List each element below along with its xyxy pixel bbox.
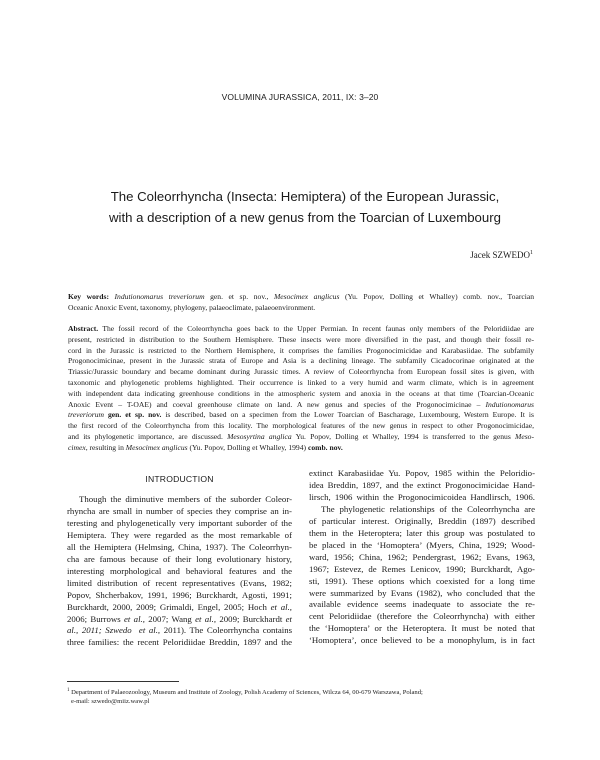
body-italic: et al. — [195, 613, 214, 624]
abstract-line: cord in the Jurassic is restricted to the Northern Hemisphere, it comprises the families Progonocimicidae and Karabasiidae. The subfamily — [68, 345, 534, 355]
footnote-divider — [67, 681, 179, 682]
body-line: were summarized by Evans (1982), who concluded that the — [309, 587, 535, 598]
keywords-line-2: Oceanic Anoxic Event, taxonomy, phylogeny, palaeoclimate, palaeoenvironment. — [68, 302, 316, 312]
body-italic: et al. — [138, 625, 158, 636]
body-line: extinct Karabasiidae Yu. Popov, 1985 within the Peloridio- — [309, 468, 535, 478]
abstract-line: the first record of the Coleorrhyncha from this locality. The morphological features of the new genus in respect to other Progonocimicidae, — [68, 421, 534, 431]
body-line: Burckhardt, 2000, 2009; Grimaldi, Engel, 2005; Hoch et al., — [67, 601, 292, 612]
abstract-text: Yu. Popov, Dolling et Whalley, 1994 is transferred to the genus — [291, 431, 516, 441]
body-text: 2006; Burrows — [67, 613, 124, 624]
keyword-taxon-1: Indutionomarus treveriorum — [114, 292, 205, 301]
body-line: Though the diminutive members of the suborder Coleor- — [79, 494, 292, 504]
abstract-line — [68, 324, 534, 335]
footnote-mark: 1 — [67, 688, 70, 693]
body-line: The phylogenetic relationships of the Coleorrhyncha are — [321, 503, 535, 514]
article-title — [60, 186, 550, 228]
body-line: ward, 1956; China, 1962; Pendergrast, 1962; Evans, 1963, — [309, 551, 535, 562]
abstract-line: present, restricted in distribution to the Southern Hemisphere. These insects were more diversified in the past, and though their fossil re- — [68, 334, 534, 344]
abstract-line: with independent data indicating greenhouse conditions in the atmospheric system and anoxia in the oceans at that time (Toarcian-Oceanic — [68, 388, 534, 398]
footnote-email: e-mail: szwedo@miiz.waw.pl — [71, 698, 150, 706]
body-line: 1967; Estevez, de Remes Lenicov, 1990; Burckhardt, Ago- — [309, 563, 535, 574]
title-line-2: with a description of a new genus from the Toarcian of Luxembourg — [109, 210, 501, 225]
abstract-text: (Yu. Popov, Dolling et Whalley, 1994) — [187, 442, 308, 452]
body-italic: et — [285, 613, 292, 624]
abstract-taxon: Indutionomarus — [485, 399, 534, 409]
abstract-nomenclature: comb. nov. — [307, 442, 343, 452]
body-italic: et al. — [270, 601, 290, 612]
body-line: limited distribution of recent representatives (Evans, 1982; — [67, 577, 292, 588]
body-text: Burckhardt, 2000, 2009; Grimaldi, Engel, 2005; Hoch — [67, 601, 271, 612]
body-line: available evidence seems inadequate to associate the re- — [309, 599, 535, 610]
abstract-line — [68, 432, 534, 443]
abstract-text: and its phylogenetic importance, are discussed. — [68, 431, 228, 441]
abstract-line — [68, 400, 534, 411]
body-line: cent Peloridiidae (therefore the Coleorrhyncha) with either — [309, 611, 535, 622]
body-line: ‘Homoptera’, once believed to be a monophylum, is in fact — [309, 635, 535, 646]
abstract-line: Progonocimicinae, present in the Jurassic strata of Europe and Asia is a declining lineage. The subfamily Cicadocorinae originated at the — [68, 356, 534, 366]
abstract-taxon: cimex — [68, 442, 86, 452]
abstract-label: Abstract. — [68, 324, 99, 333]
body-line: lirsch, 1906 within the Progonocimicoidea Handlirsch, 1906. — [309, 491, 535, 502]
keyword-text-1: gen. et sp. nov., — [204, 292, 274, 301]
body-text: , 2009; Burckhardt — [213, 613, 286, 624]
abstract-taxon: Mesosyrtina anglica — [227, 431, 292, 441]
body-line: interesting morphological and behavioral features and the — [67, 565, 292, 576]
footnote-line-1 — [67, 686, 537, 697]
body-line — [67, 614, 292, 626]
abstract-text: The fossil record of the Coleorrhyncha goes back to the Upper Permian. In recent faunas only members of the Peloridiidae are — [98, 324, 534, 333]
body-line — [67, 625, 292, 637]
abstract-line — [68, 443, 534, 454]
footnote — [67, 686, 537, 706]
abstract-taxon: Mesocimex anglicus — [125, 442, 188, 452]
abstract-taxon: Meso- — [515, 431, 535, 441]
body-line: of particular interest. Originally, Breddin (1897) described — [309, 515, 535, 526]
body-line: cha are famous because of their long evolutionary history, — [67, 553, 292, 564]
body-line: them in the Heteroptera; later this group was postulated to — [309, 527, 535, 538]
author — [470, 250, 533, 260]
keywords-label: Key words: — [68, 292, 109, 301]
body-line: sti, 1991). These options which coexisted for a long time — [309, 575, 535, 586]
abstract-text: Anoxic Event – T-OAE) and coeval greenhouse climate on land. A new genus and species of the Progonocimicinae – — [68, 399, 486, 409]
abstract-line: Triassic/Jurassic boundary and became dominant during Jurassic times. A review of Coleorrhyncha from European fossil sites is given, with — [68, 367, 534, 377]
keyword-taxon-2: Mesocimex anglicus — [273, 292, 340, 301]
abstract-taxon: treveriorum — [68, 410, 104, 420]
abstract-text: is described, based on a specimen from the Lower Toarcian of Bascharage, Luxembourg, Western Europe. It is — [161, 410, 534, 420]
abstract-line — [68, 410, 534, 421]
keyword-text-2: (Yu. Popov, Dolling et Whalley) comb. nov., Toarcian — [339, 292, 534, 301]
abstract-nomenclature: gen. et sp. nov. — [104, 410, 162, 420]
abstract-text: , resulting in — [85, 442, 126, 452]
body-column-right — [309, 468, 535, 647]
body-column-left — [67, 494, 292, 649]
journal-header: VOLUMINA JURASSICA, 2011, IX: 3–20 — [221, 92, 379, 102]
body-italic: et al. — [124, 613, 143, 624]
title-line-1: The Coleorrhyncha (Insecta: Hemiptera) of the European Jurassic, — [110, 189, 500, 204]
keywords — [68, 292, 534, 314]
author-name: Jacek SZWEDO — [470, 250, 530, 260]
body-line: the ‘Homoptera’ or the Heteroptera. It must be noted that — [309, 623, 535, 634]
footnote-affiliation: Department of Palaeozoology, Museum and Institute of Zoology, Polish Academy of Sciences, Wilcza 64, 00-679 Warszawa, Poland; — [69, 689, 423, 697]
body-line: Hemiptera. They were regarded as the most remarkable of — [67, 529, 292, 540]
body-line: three families: the recent Peloridiidae Breddin, 1897 and the — [67, 637, 292, 648]
body-text: , 2007; Wang — [142, 613, 196, 624]
keywords-line-1 — [68, 292, 534, 303]
body-text: , 2011). The Coleorrhyncha contains — [157, 625, 293, 636]
abstract-line: taxonomic and phylogenetic problems highlighted. Their occurrence is linked to a very humid and warm climate, which is in agreement — [68, 377, 534, 387]
body-italic: al., 2011; Szwedo — [67, 625, 136, 636]
body-line: all the Hemiptera (Helmsing, China, 1937). The Coleorrhyn- — [67, 541, 292, 552]
body-line: be placed in the ‘Homoptera’ (Myers, China, 1929; Wood- — [309, 539, 535, 550]
body-line: teresting and phylogenetically very important suborder of the — [67, 517, 292, 528]
body-line: rhyncha are small in number of species they comprise an in- — [67, 505, 292, 516]
section-heading-introduction: INTRODUCTION — [145, 474, 214, 484]
body-line: idea Breddin, 1897, and the extinct Progonocimicidae Hand- — [309, 479, 535, 490]
abstract — [68, 324, 534, 454]
body-line: Popov, Shcherbakov, 1991, 1996; Burckhardt, Agosti, 1991; — [67, 589, 292, 600]
author-affiliation-mark: 1 — [530, 250, 533, 256]
